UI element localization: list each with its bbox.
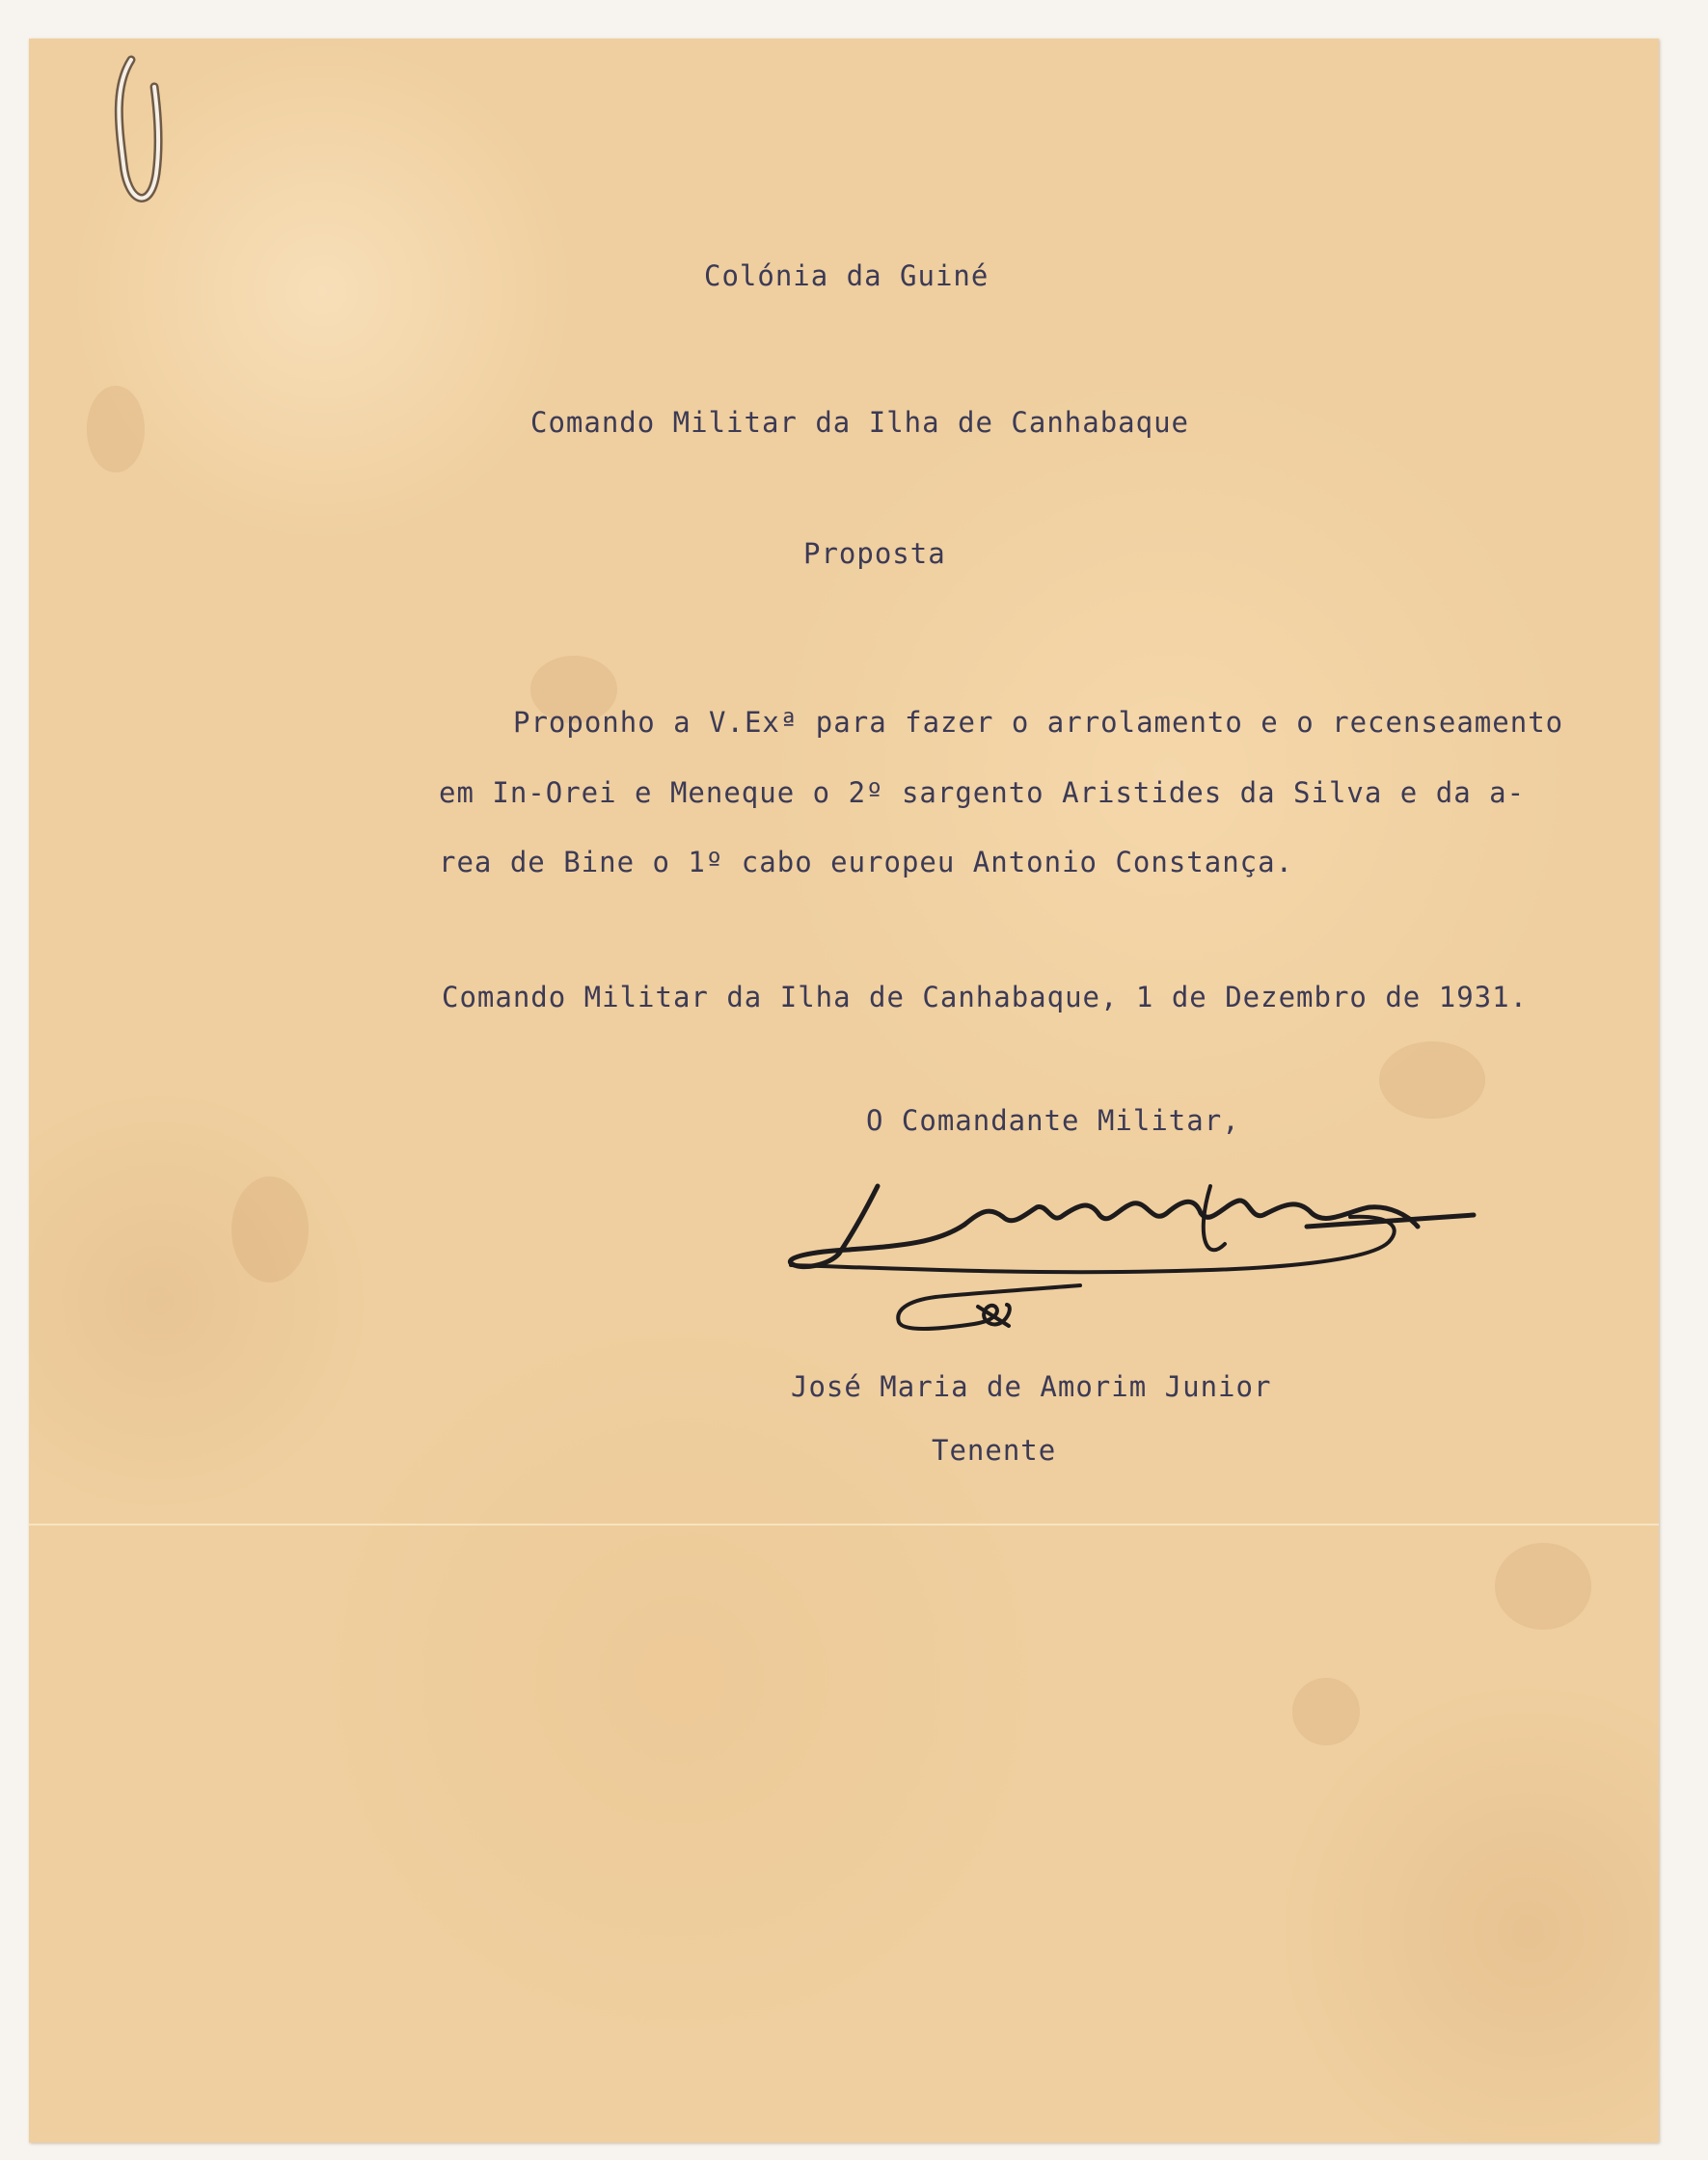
body-line-3: rea de Bine o 1º cabo europeu Antonio Constança. [439, 846, 1294, 878]
paperclip-tear-mark [85, 48, 191, 222]
paper-stain [1292, 1678, 1360, 1745]
closing-line: O Comandante Militar, [866, 1104, 1240, 1137]
signatory-rank: Tenente [932, 1434, 1057, 1467]
body-line-1: Proponho a V.Exª para fazer o arrolamento e o recenseamento [513, 706, 1564, 739]
command-header: Comando Militar da Ilha de Canhabaque [530, 406, 1190, 439]
handwritten-signature [772, 1157, 1505, 1350]
document-title: Proposta [803, 537, 946, 570]
paper-stain [87, 386, 145, 472]
signatory-name: José Maria de Amorim Junior [791, 1370, 1272, 1403]
colony-header: Colónia da Guiné [704, 259, 990, 292]
signature-paraph [887, 1268, 1099, 1345]
fold-crease [29, 1524, 1659, 1526]
body-line-2: em In-Orei e Meneque o 2º sargento Aristides da Silva e da a- [439, 776, 1526, 809]
paper-stain [1495, 1543, 1591, 1630]
place-date-line: Comando Militar da Ilha de Canhabaque, 1 de Dezembro de 1931. [442, 981, 1529, 1013]
paper-stain [231, 1176, 309, 1282]
document-page [29, 39, 1659, 2143]
paper-stain [1379, 1041, 1485, 1119]
